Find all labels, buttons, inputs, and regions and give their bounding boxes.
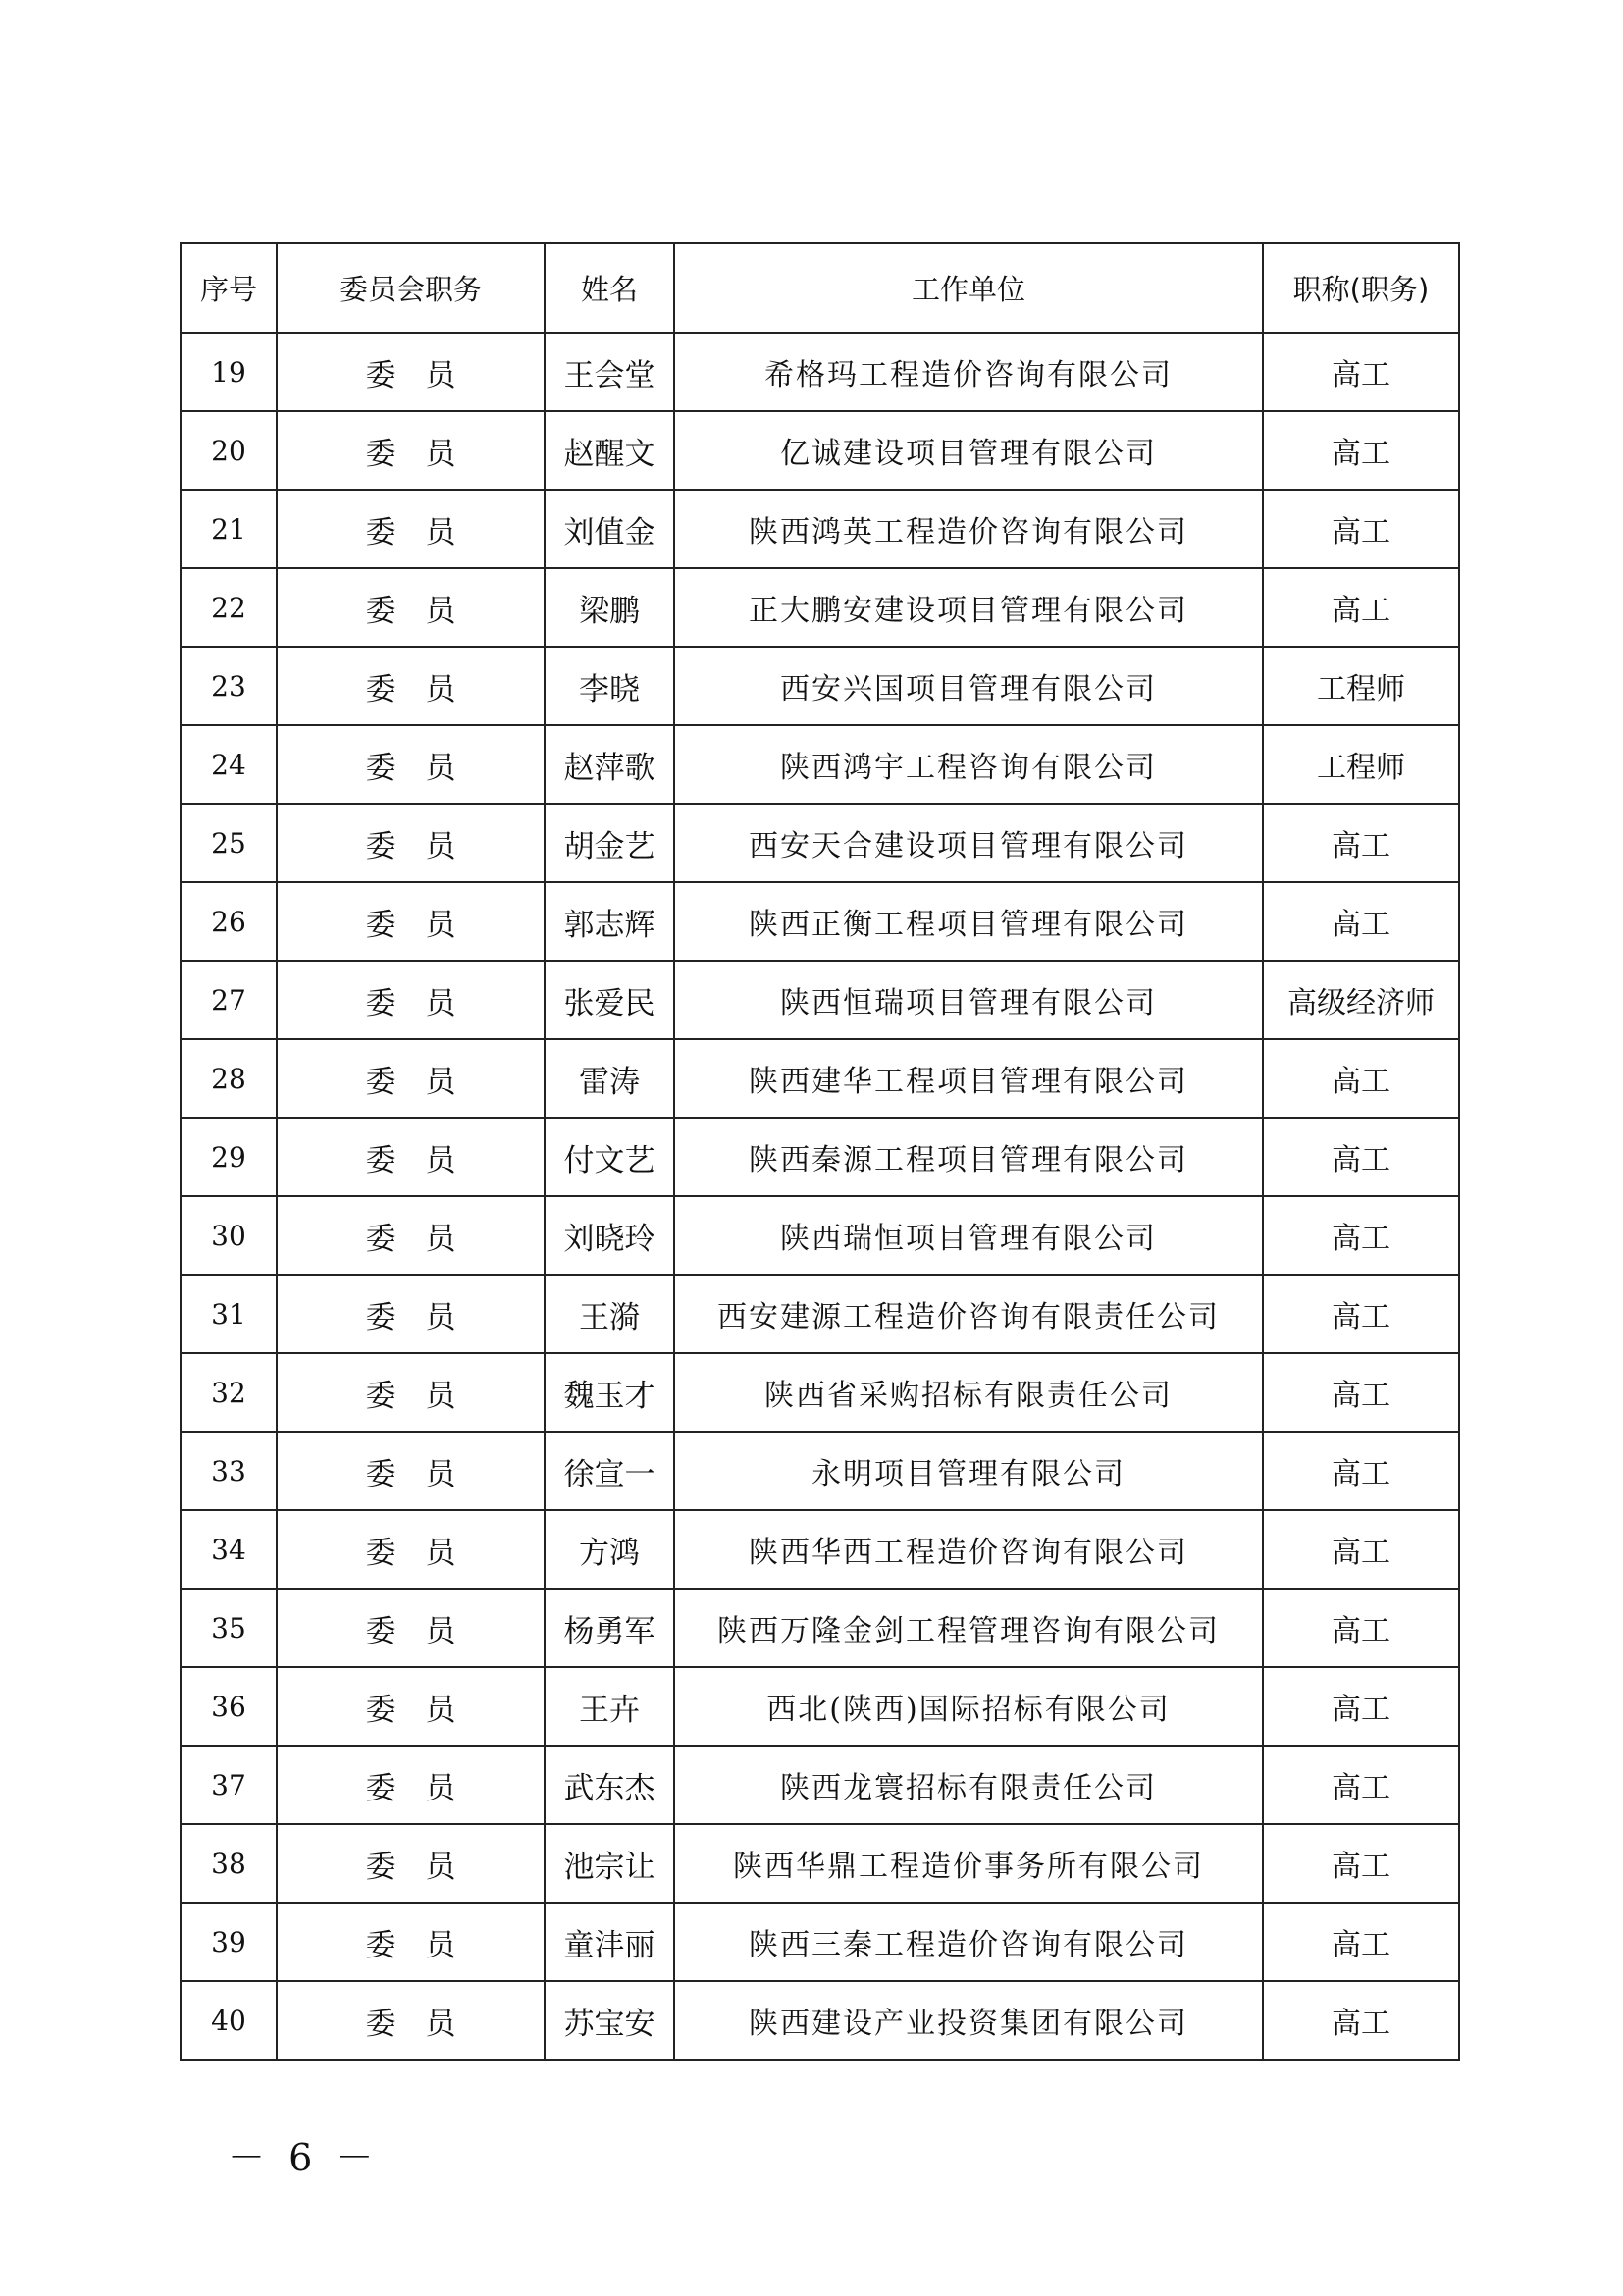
cell-name: 武东杰 — [545, 1746, 674, 1824]
cell-title: 高工 — [1263, 1196, 1459, 1275]
cell-work-unit: 陕西鸿宇工程咨询有限公司 — [674, 725, 1263, 804]
cell-name: 李晓 — [545, 647, 674, 725]
cell-committee-role: 委员 — [277, 411, 545, 490]
cell-committee-role: 委员 — [277, 961, 545, 1039]
cell-title: 工程师 — [1263, 725, 1459, 804]
cell-title: 高工 — [1263, 1824, 1459, 1903]
cell-work-unit: 陕西龙寰招标有限责任公司 — [674, 1746, 1263, 1824]
cell-committee-role: 委员 — [277, 1196, 545, 1275]
cell-work-unit: 陕西万隆金剑工程管理咨询有限公司 — [674, 1589, 1263, 1667]
cell-committee-role: 委员 — [277, 1039, 545, 1118]
table-row — [181, 1589, 1459, 1667]
table-row — [181, 1981, 1459, 2060]
cell-name: 徐宣一 — [545, 1432, 674, 1510]
cell-committee-role: 委员 — [277, 1903, 545, 1981]
header-work-unit: 工作单位 — [674, 243, 1263, 333]
cell-committee-role: 委员 — [277, 1432, 545, 1510]
cell-name: 胡金艺 — [545, 804, 674, 882]
cell-title: 高工 — [1263, 1510, 1459, 1589]
cell-committee-role: 委员 — [277, 1118, 545, 1196]
cell-name: 池宗让 — [545, 1824, 674, 1903]
cell-work-unit: 永明项目管理有限公司 — [674, 1432, 1263, 1510]
cell-number: 40 — [181, 1981, 277, 2060]
cell-committee-role: 委员 — [277, 490, 545, 568]
cell-number: 26 — [181, 882, 277, 961]
cell-name: 童沣丽 — [545, 1903, 674, 1981]
cell-work-unit: 陕西正衡工程项目管理有限公司 — [674, 882, 1263, 961]
cell-work-unit: 亿诚建设项目管理有限公司 — [674, 411, 1263, 490]
cell-number: 38 — [181, 1824, 277, 1903]
cell-committee-role: 委员 — [277, 1667, 545, 1746]
cell-name: 魏玉才 — [545, 1353, 674, 1432]
cell-number: 23 — [181, 647, 277, 725]
cell-title: 高级经济师 — [1263, 961, 1459, 1039]
cell-name: 刘晓玲 — [545, 1196, 674, 1275]
cell-name: 王卉 — [545, 1667, 674, 1746]
cell-work-unit: 希格玛工程造价咨询有限公司 — [674, 333, 1263, 411]
cell-name: 赵萍歌 — [545, 725, 674, 804]
cell-work-unit: 陕西三秦工程造价咨询有限公司 — [674, 1903, 1263, 1981]
table-row — [181, 725, 1459, 804]
cell-name: 刘值金 — [545, 490, 674, 568]
table-row — [181, 1353, 1459, 1432]
cell-number: 32 — [181, 1353, 277, 1432]
cell-name: 赵醒文 — [545, 411, 674, 490]
cell-title: 高工 — [1263, 1118, 1459, 1196]
cell-committee-role: 委员 — [277, 1510, 545, 1589]
cell-work-unit: 陕西建设产业投资集团有限公司 — [674, 1981, 1263, 2060]
table-row — [181, 1275, 1459, 1353]
page-number: － 6 － — [228, 2136, 380, 2179]
cell-title: 高工 — [1263, 1039, 1459, 1118]
table-row — [181, 1746, 1459, 1824]
cell-title: 高工 — [1263, 804, 1459, 882]
cell-title: 高工 — [1263, 1981, 1459, 2060]
cell-title: 高工 — [1263, 1903, 1459, 1981]
cell-committee-role: 委员 — [277, 804, 545, 882]
cell-work-unit: 陕西华西工程造价咨询有限公司 — [674, 1510, 1263, 1589]
cell-number: 28 — [181, 1039, 277, 1118]
cell-number: 31 — [181, 1275, 277, 1353]
cell-committee-role: 委员 — [277, 1275, 545, 1353]
cell-number: 27 — [181, 961, 277, 1039]
cell-work-unit: 陕西建华工程项目管理有限公司 — [674, 1039, 1263, 1118]
table-row — [181, 1039, 1459, 1118]
committee-member-table — [180, 242, 1460, 2061]
cell-number: 24 — [181, 725, 277, 804]
cell-committee-role: 委员 — [277, 882, 545, 961]
cell-work-unit: 正大鹏安建设项目管理有限公司 — [674, 568, 1263, 647]
cell-work-unit: 西北(陕西)国际招标有限公司 — [674, 1667, 1263, 1746]
cell-number: 20 — [181, 411, 277, 490]
cell-work-unit: 陕西秦源工程项目管理有限公司 — [674, 1118, 1263, 1196]
table-row — [181, 1118, 1459, 1196]
cell-title: 高工 — [1263, 1275, 1459, 1353]
cell-work-unit: 西安建源工程造价咨询有限责任公司 — [674, 1275, 1263, 1353]
cell-committee-role: 委员 — [277, 1824, 545, 1903]
cell-work-unit: 陕西鸿英工程造价咨询有限公司 — [674, 490, 1263, 568]
cell-work-unit: 陕西恒瑞项目管理有限公司 — [674, 961, 1263, 1039]
cell-number: 22 — [181, 568, 277, 647]
cell-number: 36 — [181, 1667, 277, 1746]
table-row — [181, 333, 1459, 411]
cell-committee-role: 委员 — [277, 725, 545, 804]
table-row — [181, 1510, 1459, 1589]
cell-work-unit: 陕西省采购招标有限责任公司 — [674, 1353, 1263, 1432]
table-row — [181, 1196, 1459, 1275]
cell-number: 19 — [181, 333, 277, 411]
cell-committee-role: 委员 — [277, 1589, 545, 1667]
table-row — [181, 1432, 1459, 1510]
cell-number: 34 — [181, 1510, 277, 1589]
table-row — [181, 1824, 1459, 1903]
cell-number: 35 — [181, 1589, 277, 1667]
cell-number: 39 — [181, 1903, 277, 1981]
cell-work-unit: 西安兴国项目管理有限公司 — [674, 647, 1263, 725]
cell-number: 29 — [181, 1118, 277, 1196]
cell-work-unit: 陕西华鼎工程造价事务所有限公司 — [674, 1824, 1263, 1903]
cell-title: 高工 — [1263, 411, 1459, 490]
table-row — [181, 647, 1459, 725]
cell-title: 高工 — [1263, 568, 1459, 647]
cell-title: 高工 — [1263, 1667, 1459, 1746]
table-row — [181, 568, 1459, 647]
cell-name: 王漪 — [545, 1275, 674, 1353]
cell-name: 雷涛 — [545, 1039, 674, 1118]
cell-name: 付文艺 — [545, 1118, 674, 1196]
header-title: 职称(职务) — [1263, 243, 1459, 333]
table-row — [181, 804, 1459, 882]
cell-number: 37 — [181, 1746, 277, 1824]
header-committee-role: 委员会职务 — [277, 243, 545, 333]
cell-title: 高工 — [1263, 1432, 1459, 1510]
cell-work-unit: 西安天合建设项目管理有限公司 — [674, 804, 1263, 882]
cell-name: 苏宝安 — [545, 1981, 674, 2060]
table-body — [181, 333, 1459, 2060]
cell-number: 25 — [181, 804, 277, 882]
cell-committee-role: 委员 — [277, 1746, 545, 1824]
cell-number: 33 — [181, 1432, 277, 1510]
cell-title: 工程师 — [1263, 647, 1459, 725]
cell-committee-role: 委员 — [277, 647, 545, 725]
table-row — [181, 1903, 1459, 1981]
cell-number: 30 — [181, 1196, 277, 1275]
cell-title: 高工 — [1263, 1589, 1459, 1667]
cell-committee-role: 委员 — [277, 1353, 545, 1432]
cell-number: 21 — [181, 490, 277, 568]
cell-committee-role: 委员 — [277, 568, 545, 647]
cell-committee-role: 委员 — [277, 1981, 545, 2060]
header-name: 姓名 — [545, 243, 674, 333]
cell-title: 高工 — [1263, 333, 1459, 411]
cell-title: 高工 — [1263, 1353, 1459, 1432]
cell-name: 方鸿 — [545, 1510, 674, 1589]
cell-name: 王会堂 — [545, 333, 674, 411]
table-row — [181, 1667, 1459, 1746]
table-row — [181, 961, 1459, 1039]
table-header-row — [181, 243, 1459, 333]
cell-work-unit: 陕西瑞恒项目管理有限公司 — [674, 1196, 1263, 1275]
cell-committee-role: 委员 — [277, 333, 545, 411]
cell-name: 郭志辉 — [545, 882, 674, 961]
cell-name: 杨勇军 — [545, 1589, 674, 1667]
table-row — [181, 882, 1459, 961]
table-row — [181, 411, 1459, 490]
cell-name: 梁鹏 — [545, 568, 674, 647]
cell-title: 高工 — [1263, 1746, 1459, 1824]
cell-title: 高工 — [1263, 882, 1459, 961]
cell-title: 高工 — [1263, 490, 1459, 568]
cell-name: 张爱民 — [545, 961, 674, 1039]
table-row — [181, 490, 1459, 568]
header-number: 序号 — [181, 243, 277, 333]
